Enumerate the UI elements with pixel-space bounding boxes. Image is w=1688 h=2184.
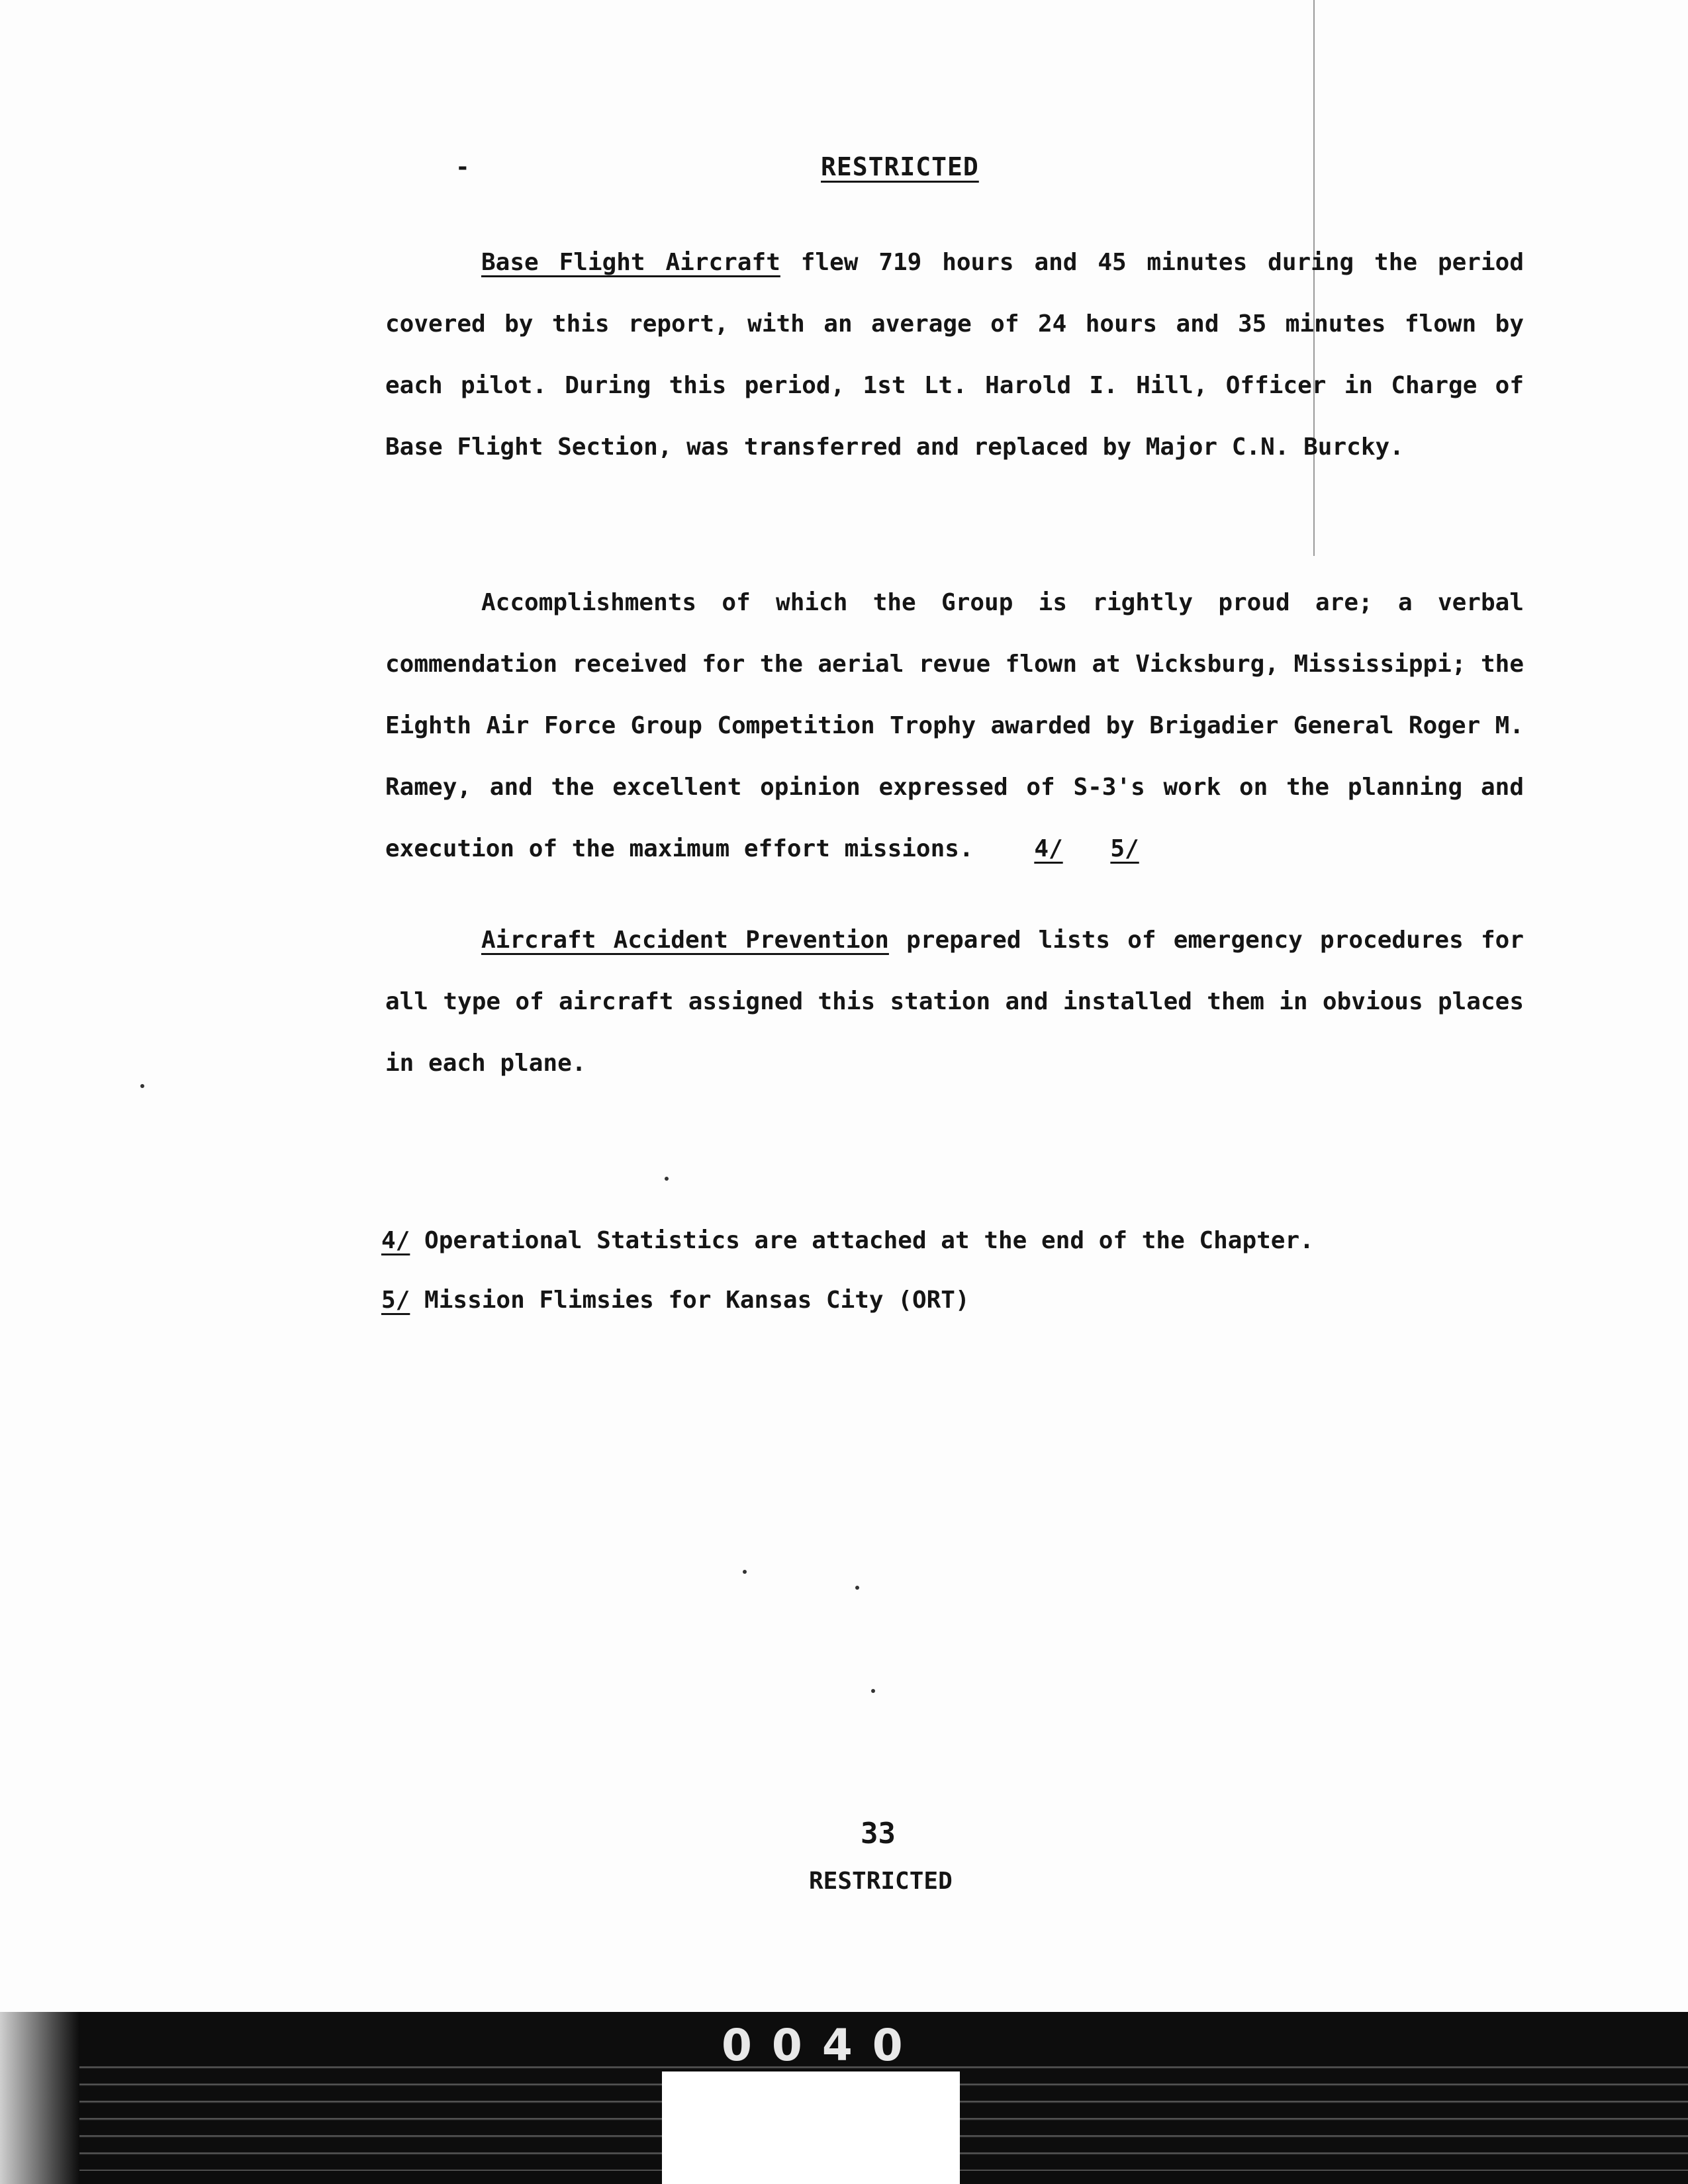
film-window — [662, 2071, 960, 2184]
paragraph-text: Accomplishments of which the Group is rightly proud are; a verbal commendation received for the aerial revue flown at Vicksburg, Mississippi; the Eighth Air Force Group Competition Trophy awarded by Brigadier General Roger M. Ramey, and the excellent opinion expressed of S-3's work on the planning and execution of the maximum effort missions. — [385, 589, 1524, 862]
paragraph-lead: Aircraft Accident Prevention — [481, 927, 889, 954]
scan-speck — [140, 1084, 144, 1088]
paragraph-base-flight — [385, 232, 1524, 478]
footnote-ref: 4/ — [1034, 835, 1063, 862]
margin-dash: - — [455, 154, 470, 181]
footnote-text: Operational Statistics are attached at the end of the Chapter. — [424, 1227, 1314, 1254]
scan-speck — [665, 1177, 669, 1181]
paragraph-accident-prevention — [385, 909, 1524, 1094]
header-classification: RESTRICTED — [821, 152, 979, 181]
footnotes — [381, 1211, 1314, 1330]
film-edge — [0, 2012, 79, 2184]
footnote — [381, 1211, 1314, 1271]
scan-speck — [871, 1689, 875, 1693]
page-number: 33 — [861, 1817, 896, 1850]
footnote — [381, 1271, 1314, 1330]
paragraph-text: prepared lists of emergency procedures for all type of aircraft assigned this station and installed them in obvious places in each plane. — [385, 927, 1524, 1077]
paragraph-lead: Base Flight Aircraft — [481, 249, 780, 276]
footnote-mark: 4/ — [381, 1227, 410, 1254]
footnote-mark: 5/ — [381, 1287, 410, 1314]
paragraph-text: flew 719 hours and 45 minutes during the period covered by this report, with an average of 24 hours and 35 minutes flown by each pilot. During this period, 1st Lt. Harold I. Hill, Officer in Charge of Base Flight Section, was transferred and replaced by Major C.N. Burcky. — [385, 249, 1524, 461]
scan-speck — [743, 1570, 747, 1574]
film-frame-number: 0040 — [722, 2020, 923, 2071]
footnote-text: Mission Flimsies for Kansas City (ORT) — [424, 1287, 970, 1314]
footer-classification: RESTRICTED — [809, 1868, 953, 1895]
footnote-ref: 5/ — [1110, 835, 1139, 862]
paragraph-accomplishments — [385, 572, 1524, 880]
scan-speck — [855, 1586, 859, 1590]
